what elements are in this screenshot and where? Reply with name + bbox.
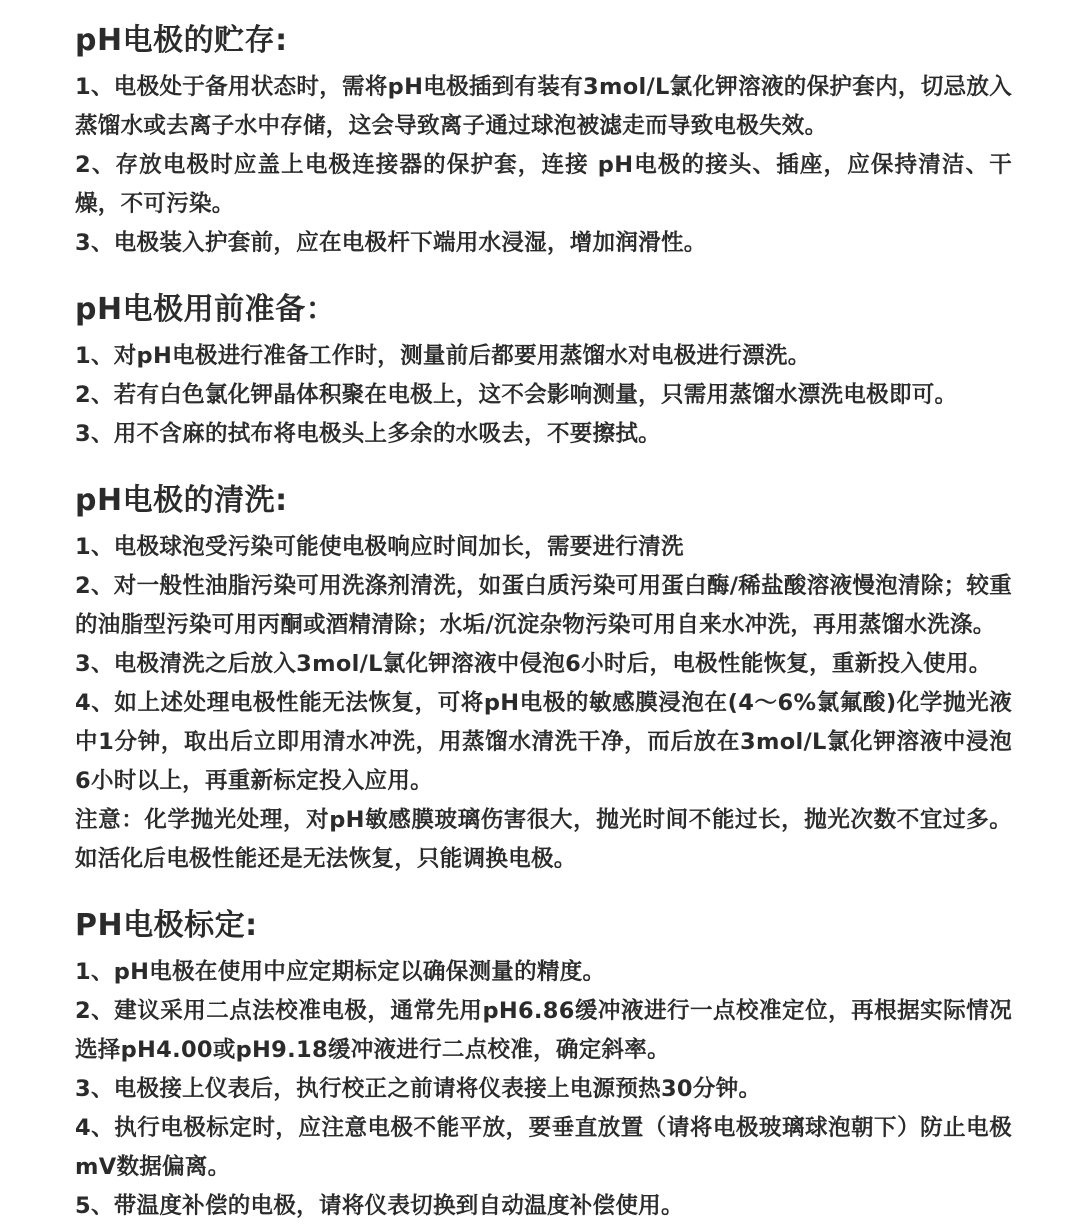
section-heading: pH电极的清洗: xyxy=(75,483,288,518)
section-item: 3、电极清洗之后放入3mol/L氯化钾溶液中侵泡6小时后，电极性能恢复，重新投入使用。 xyxy=(75,651,992,677)
section-item: 4、执行电极标定时，应注意电极不能平放，要垂直放置（请将电极玻璃球泡朝下）防止电极mV数据偏离。 xyxy=(75,1115,1012,1180)
section-item: 5、带温度补偿的电极，请将仪表切换到自动温度补偿使用。 xyxy=(75,1193,684,1219)
section-item: 3、电极接上仪表后，执行校正之前请将仪表接上电源预热30分钟。 xyxy=(75,1076,762,1102)
section-item: 4、如上述处理电极性能无法恢复，可将pH电极的敏感膜浸泡在(4～6%氯氟酸)化学抛光液中1分钟，取出后立即用清水冲洗，用蒸馏水清洗干净，而后放在3mol/L氯化钾溶液中浸泡6小时以上，再重新标定投入应用。 xyxy=(75,690,1012,794)
section-item: 2、若有白色氯化钾晶体积聚在电极上，这不会影响测量，只需用蒸馏水漂洗电极即可。 xyxy=(75,382,958,408)
section-note: 注意：化学抛光处理，对pH敏感膜玻璃伤害很大，抛光时间不能过长，抛光次数不宜过多。如活化后电极性能还是无法恢复，只能调换电极。 xyxy=(75,807,1012,872)
section-electrode-storage xyxy=(75,20,1012,263)
section-item: 1、电极处于备用状态时，需将pH电极插到有装有3mol/L氯化钾溶液的保护套内，切忌放入蒸馏水或去离子水中存储，这会导致离子通过球泡被滤走而导致电极失效。 xyxy=(75,74,1012,139)
section-item: 2、对一般性油脂污染可用洗涤剂清洗，如蛋白质污染可用蛋白酶/稀盐酸溶液慢泡清除；较重的油脂型污染可用丙酮或酒精清除；水垢/沉淀杂物污染可用自来水冲洗，再用蒸馏水洗涤。 xyxy=(75,573,1012,638)
section-electrode-calibration xyxy=(75,905,1012,1226)
section-item: 1、对pH电极进行准备工作时，测量前后都要用蒸馏水对电极进行漂洗。 xyxy=(75,343,811,369)
document-body xyxy=(75,20,1012,1226)
section-item: 3、用不含麻的拭布将电极头上多余的水吸去，不要擦拭。 xyxy=(75,421,661,447)
section-electrode-cleaning xyxy=(75,480,1012,879)
section-item: 1、pH电极在使用中应定期标定以确保测量的精度。 xyxy=(75,959,606,985)
section-item: 2、存放电极时应盖上电极连接器的保护套，连接 pH电极的接头、插座，应保持清洁、干燥，不可污染。 xyxy=(75,152,1012,217)
section-item: 2、建议采用二点法校准电极，通常先用pH6.86缓冲液进行一点校准定位，再根据实际情况选择pH4.00或pH9.18缓冲液进行二点校准，确定斜率。 xyxy=(75,998,1012,1063)
section-heading: PH电极标定: xyxy=(75,908,258,943)
section-pre-use-preparation xyxy=(75,289,1012,454)
section-heading: pH电极用前准备： xyxy=(75,292,337,327)
section-item: 3、电极装入护套前，应在电极杆下端用水浸湿，增加润滑性。 xyxy=(75,230,707,256)
section-item: 1、电极球泡受污染可能使电极响应时间加长，需要进行清洗 xyxy=(75,534,684,560)
section-heading: pH电极的贮存: xyxy=(75,23,288,58)
